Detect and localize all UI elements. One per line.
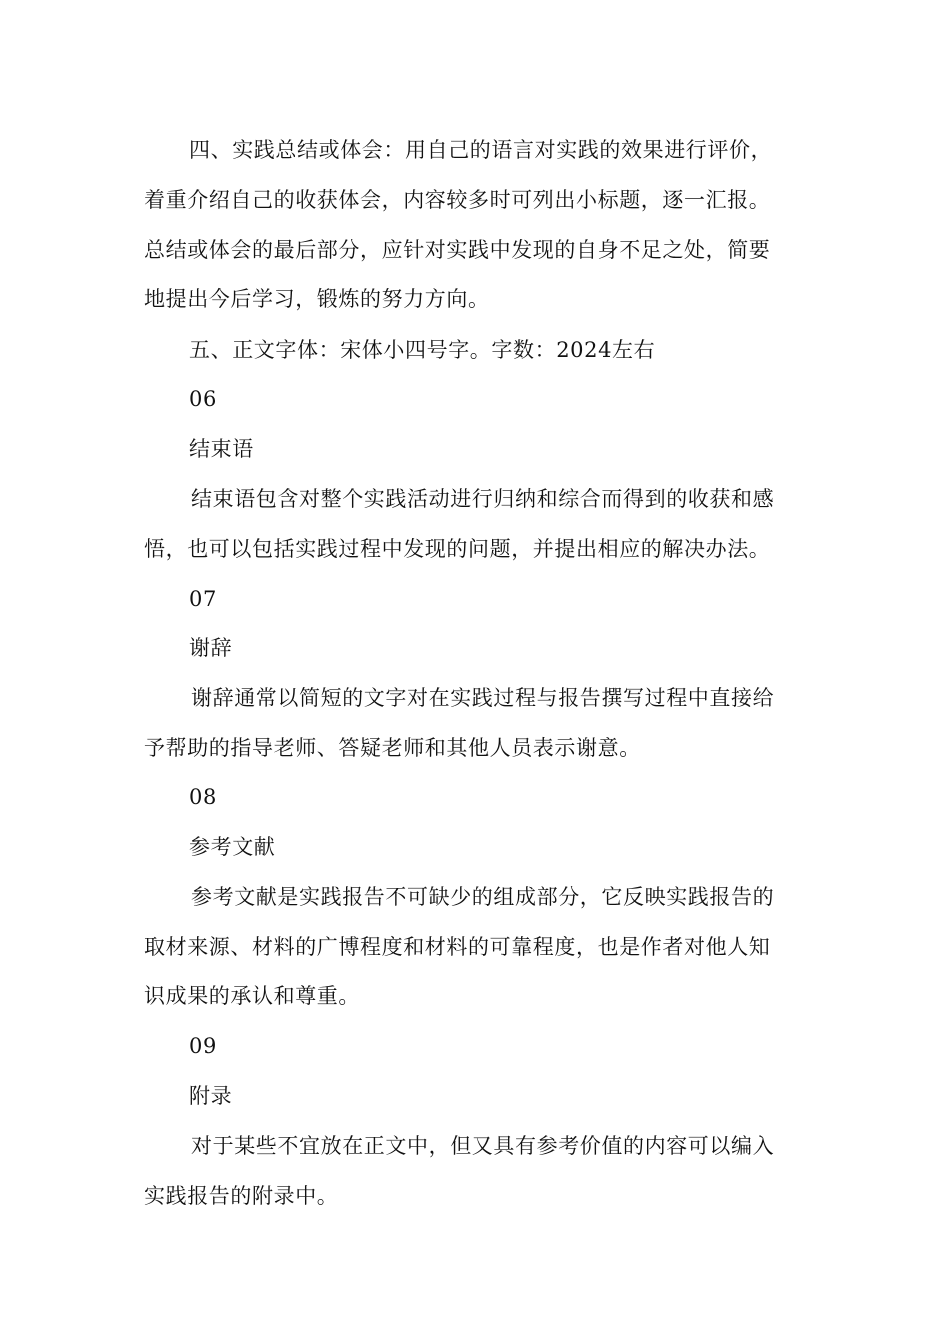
s07-line-1: 谢辞通常以简短的文字对在实践过程与报告撰写过程中直接给 (191, 686, 775, 710)
section-number-06: 06 (189, 387, 217, 411)
section5-text: 五、正文字体：宋体小四号字。字数：2024左右 (189, 338, 656, 362)
section-number-09: 09 (189, 1034, 217, 1058)
s08-line-3: 识成果的承认和尊重。 (144, 984, 360, 1008)
s09-line-2: 实践报告的附录中。 (144, 1184, 339, 1208)
section4-line-1: 四、实践总结或体会：用自己的语言对实践的效果进行评价， (189, 138, 773, 162)
s06-line-1: 结束语包含对整个实践活动进行归纳和综合而得到的收获和感 (191, 487, 775, 511)
section-number-08: 08 (189, 785, 217, 809)
s06-line-2: 悟，也可以包括实践过程中发现的问题，并提出相应的解决办法。 (144, 537, 771, 561)
section4-line-3: 总结或体会的最后部分，应针对实践中发现的自身不足之处，简要 (144, 238, 771, 262)
section-number-07: 07 (189, 587, 217, 611)
s08-line-1: 参考文献是实践报告不可缺少的组成部分，它反映实践报告的 (191, 885, 775, 909)
s08-line-2: 取材来源、材料的广博程度和材料的可靠程度，也是作者对他人知 (144, 935, 771, 959)
section4-line-4: 地提出今后学习，锻炼的努力方向。 (144, 287, 490, 311)
section4-line-2: 着重介绍自己的收获体会，内容较多时可列出小标题，逐一汇报。 (144, 188, 771, 212)
section-title-07: 谢辞 (189, 636, 233, 660)
section-title-06: 结束语 (189, 437, 254, 461)
s07-line-2: 予帮助的指导老师、答疑老师和其他人员表示谢意。 (144, 736, 641, 760)
section-title-09: 附录 (189, 1084, 233, 1108)
section-title-08: 参考文献 (189, 835, 276, 859)
s09-line-1: 对于某些不宜放在正文中，但又具有参考价值的内容可以编入 (191, 1134, 775, 1158)
